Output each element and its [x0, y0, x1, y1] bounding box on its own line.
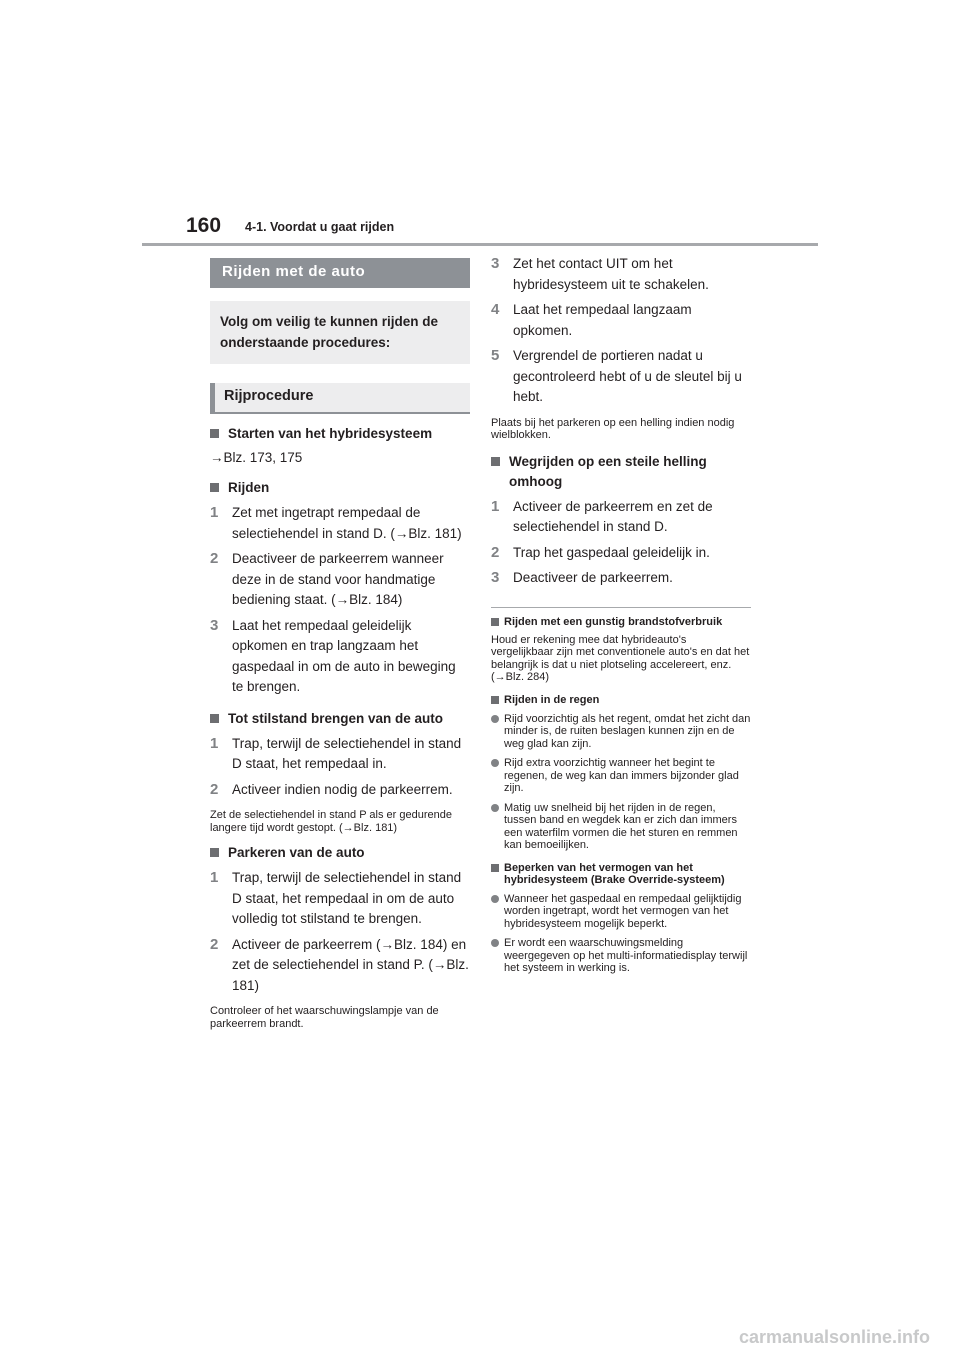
list-item-text: Er wordt een waarschuwingsmelding weergegeven op het multi-informatiedisplay terwijl het systeem in werking is.: [504, 937, 748, 974]
step-text: Activeer indien nodig de parkeerrem.: [232, 781, 453, 797]
list-item: [491, 802, 751, 852]
step-number: 3: [210, 616, 219, 634]
heading-text: Parkeren van de auto: [228, 845, 365, 860]
page-reference: →Blz. 173, 175: [210, 450, 303, 465]
square-bullet-icon: [210, 848, 219, 857]
note: Zet de selectiehendel in stand P als er gedurende langere tijd wordt gestopt. (→Blz. 181): [210, 809, 452, 834]
step-text: Deactiveer de parkeerrem.: [513, 570, 673, 585]
list-item-text: Matig uw snelheid bij het rijden in de regen, tussen band en wegdek kan er zich dan immers een waterfilm vormen die het sturen en remmen kan bemoeilijken.: [504, 801, 738, 851]
step: [491, 497, 751, 538]
step-text: Trap, terwijl de selectiehendel in stand D staat, het rempedaal in.: [232, 735, 462, 771]
sub-banner: Rijprocedure: [210, 383, 470, 414]
list-item: [491, 757, 751, 795]
square-bullet-icon: [210, 714, 219, 723]
step: [491, 254, 751, 295]
heading-override: [491, 862, 751, 886]
step-number: 1: [210, 504, 219, 521]
step-number: 2: [210, 550, 219, 567]
step: [491, 300, 751, 341]
list-item: [491, 937, 751, 975]
list-item: [491, 893, 751, 931]
step-text: Vergrendel de portieren nadat u gecontroleerd hebt of u de sleutel bij u hebt.: [513, 348, 742, 404]
heading-text: Rijden in de regen: [504, 693, 600, 706]
square-bullet-icon: [491, 457, 500, 466]
paragraph: Houd er rekening mee dat hybrideauto's vergelijkbaar zijn met conventionele auto's en dat het belangrijk is dat u niet plotseling accelereert, enz. (→Blz. 284): [491, 633, 750, 683]
step: [210, 734, 470, 775]
step: [210, 935, 470, 997]
step-text: Trap, terwijl de selectiehendel in stand D staat, het rempedaal in om de auto volledig tot stilstand te brengen.: [232, 870, 462, 926]
heading-parking: [210, 843, 470, 863]
page-number: 160: [186, 214, 222, 237]
heading-rain: [491, 694, 751, 706]
round-bullet-icon: [491, 939, 499, 947]
heading-text: Rijden met een gunstig brandstofverbruik: [504, 615, 723, 628]
step: [210, 780, 470, 801]
step: [210, 503, 470, 544]
heading-text: Starten van het hybridesysteem: [228, 426, 433, 441]
step-number: 4: [491, 301, 500, 318]
step-text: Zet het contact UIT om het hybridesysteem uit te schakelen.: [513, 256, 709, 292]
step-number: 2: [491, 543, 500, 561]
step: [210, 549, 470, 611]
step: [210, 616, 470, 698]
list-item: [491, 713, 751, 751]
square-bullet-icon: [491, 864, 499, 872]
step-text: Laat het rempedaal langzaam opkomen.: [513, 302, 692, 338]
step-text: Activeer de parkeerrem (→Blz. 184) en zet de selectiehendel in stand P. (→Blz. 181): [232, 936, 469, 993]
chapter-banner: Rijden met de auto: [210, 258, 470, 288]
step: [491, 543, 751, 564]
round-bullet-icon: [491, 804, 499, 812]
list-item-text: Rijd voorzichtig als het regent, omdat het zicht dan minder is, de ruiten beslagen kunnen zijn en de weg glad kan zijn.: [504, 712, 751, 750]
heading-starting: [210, 424, 470, 444]
heading-text: Beperken van het vermogen van het hybridesysteem (Brake Override-systeem): [504, 861, 725, 886]
heading-hill-start: [491, 452, 751, 492]
step-number: 2: [210, 935, 219, 953]
list-item-text: Rijd extra voorzichtig wanneer het begint te regenen, de weg kan dan immers bijzonder glad zijn.: [504, 757, 739, 794]
step-text: Activeer de parkeerrem en zet de selectiehendel in stand D.: [513, 498, 713, 534]
heading-stopping: [210, 709, 470, 729]
section-divider: [491, 607, 751, 608]
step: [491, 346, 751, 408]
note: Plaats bij het parkeren op een helling indien nodig wielblokken.: [491, 416, 735, 441]
list-item-text: Wanneer het gaspedaal en rempedaal gelijktijdig worden ingetrapt, wordt het vermogen van het hybridesysteem mogelijk beperkt.: [504, 892, 742, 930]
intro-box: Volg om veilig te kunnen rijden de onderstaande procedures:: [210, 301, 470, 364]
left-column: [210, 258, 470, 1030]
step-text: Zet met ingetrapt rempedaal de selectiehendel in stand D. (→Blz. 181): [232, 505, 462, 541]
heading-driving: [210, 478, 470, 498]
step-number: 3: [491, 255, 500, 272]
right-column: [491, 254, 751, 975]
heading-text: Wegrijden op een steile helling omhoog: [509, 453, 707, 489]
round-bullet-icon: [491, 895, 499, 903]
step-number: 5: [491, 347, 500, 364]
section-title: 4-1. Voordat u gaat rijden: [245, 220, 395, 234]
round-bullet-icon: [491, 759, 499, 767]
note: Controleer of het waarschuwingslampje van de parkeerrem brandt.: [210, 1005, 439, 1030]
step-number: 3: [491, 569, 500, 586]
step-text: Laat het rempedaal geleidelijk opkomen en trap langzaam het gaspedaal in om de auto in beweging te brengen.: [232, 617, 456, 694]
step-number: 1: [210, 734, 219, 752]
step: [491, 568, 751, 589]
step-number: 1: [210, 869, 219, 886]
round-bullet-icon: [491, 715, 499, 723]
square-bullet-icon: [491, 696, 499, 704]
square-bullet-icon: [210, 429, 219, 438]
step-number: 2: [210, 780, 219, 798]
step-number: 1: [491, 497, 500, 515]
square-bullet-icon: [210, 483, 219, 492]
step-text: Deactiveer de parkeerrem wanneer deze in de stand voor handmatige bediening staat. (→Blz. 184): [232, 551, 444, 607]
step-text: Trap het gaspedaal geleidelijk in.: [513, 544, 710, 560]
heading-text: Rijden: [228, 480, 270, 495]
header-rule: [142, 243, 818, 246]
step: [210, 868, 470, 930]
square-bullet-icon: [491, 618, 499, 626]
heading-text: Tot stilstand brengen van de auto: [228, 710, 444, 726]
heading-fuel: [491, 616, 751, 628]
watermark: carmanualsonline.info: [738, 1327, 930, 1347]
